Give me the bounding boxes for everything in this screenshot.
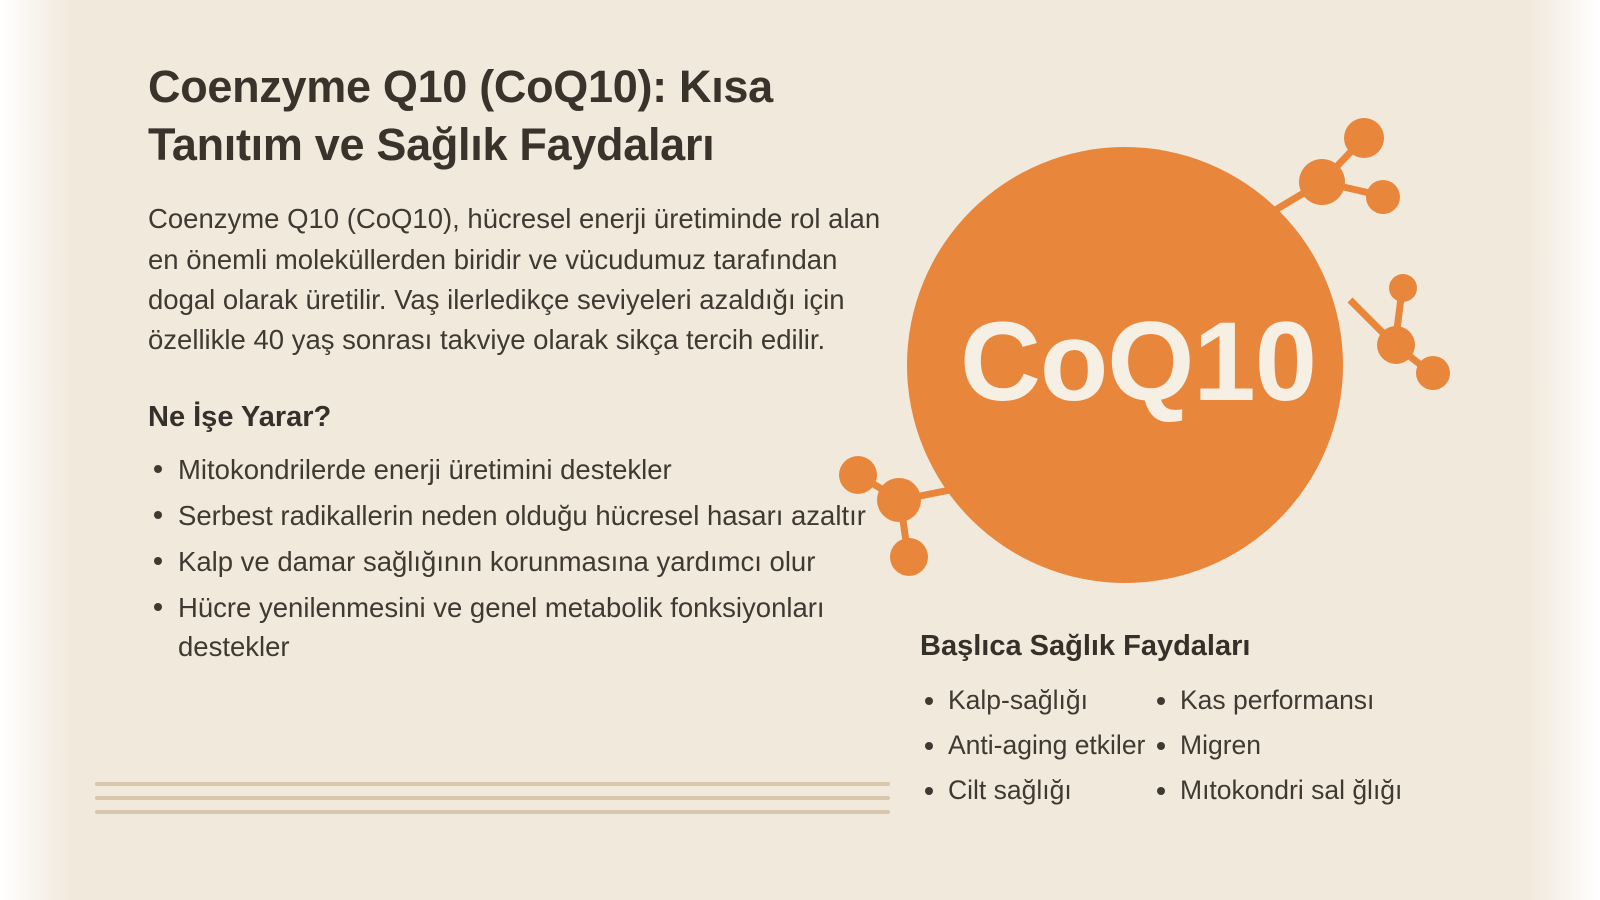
benefits-section bbox=[920, 630, 1520, 810]
list-item: Mitokondrilerde enerji üretimini destekler bbox=[148, 450, 888, 489]
benefit-item: Cilt sağlığı bbox=[920, 771, 1152, 811]
molecule-label: CoQ10 bbox=[960, 298, 1316, 424]
divider-line bbox=[95, 810, 890, 814]
benefit-item: Mıtokondri sal ğlığı bbox=[1152, 771, 1520, 811]
intro-paragraph: Coenzyme Q10 (CoQ10), hücresel enerji üretiminde rol alan en önemli moleküllerden biridir ve vücudumuz tarafından dogal olarak üretilir. Vaş ilerledikçe seviyeleri azaldığı için özellikle 40 yaş sonrası takviye olarak sikça tercih edilir. bbox=[148, 203, 881, 356]
left-edge-fade bbox=[0, 0, 70, 900]
list-item: Kalp ve damar sağlığının korunmasına yardımcı olur bbox=[148, 542, 888, 581]
right-edge-fade bbox=[1530, 0, 1600, 900]
section-heading-uses: Ne İşe Yarar? bbox=[148, 400, 332, 433]
molecule-svg bbox=[830, 100, 1470, 630]
section-heading-benefits: Başlıca Sağlık Faydaları bbox=[920, 630, 1251, 662]
uses-list bbox=[148, 450, 888, 666]
page-title: Coenzyme Q10 (CoQ10): Kısa Tanıtım ve Sağlık Faydaları bbox=[148, 61, 773, 170]
benefits-grid bbox=[920, 681, 1520, 810]
divider-line bbox=[95, 796, 890, 800]
benefit-item: Anti-aging etkiler bbox=[920, 726, 1152, 766]
list-item: Serbest radikallerin neden olduğu hücresel hasarı azaltır bbox=[148, 496, 888, 535]
list-item: Hücre yenilenmesini ve genel metabolik fonksiyonları destekler bbox=[148, 588, 888, 666]
benefit-item: Kalp-sağlığı bbox=[920, 681, 1152, 721]
benefit-item: Migren bbox=[1152, 726, 1520, 766]
decorative-rules bbox=[95, 782, 890, 824]
benefit-item: Kas performansı bbox=[1152, 681, 1520, 721]
divider-line bbox=[95, 782, 890, 786]
coq10-molecule-graphic bbox=[830, 100, 1470, 630]
left-content-column bbox=[148, 58, 908, 673]
molecule-core-circle bbox=[907, 147, 1343, 583]
